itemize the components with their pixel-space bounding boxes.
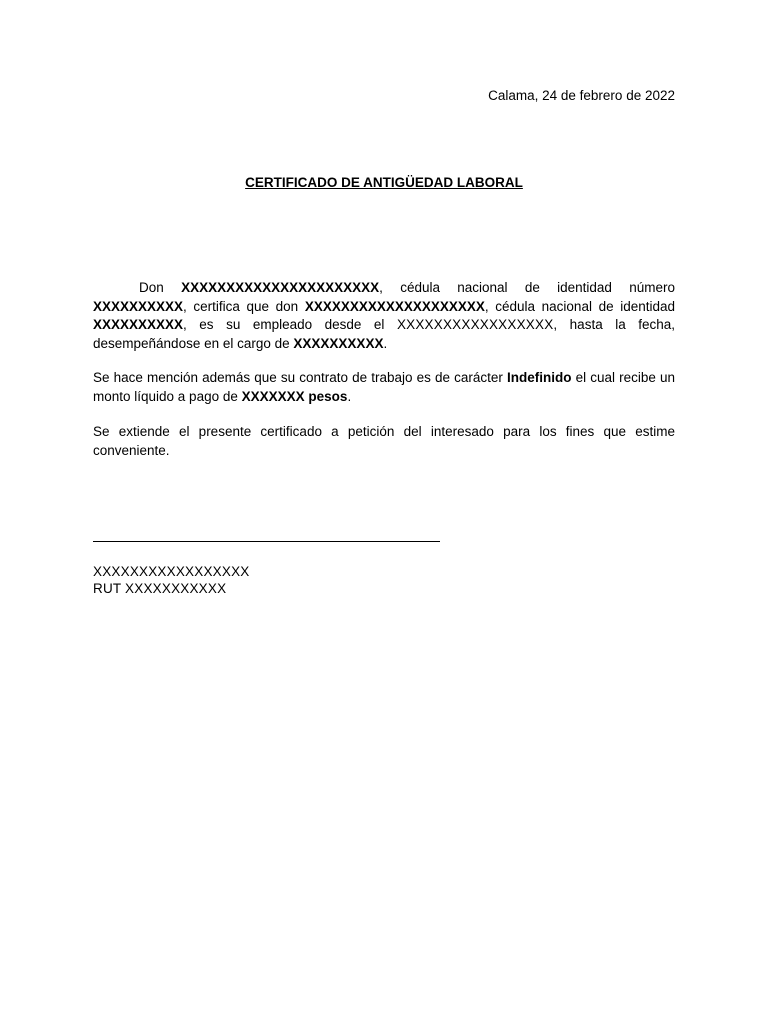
p1-text-1: Don bbox=[139, 280, 182, 295]
p1-text-2: , cédula nacional de identidad número bbox=[379, 280, 675, 295]
p2-text-2: el cual recibe un monto líquido a pago de bbox=[93, 370, 675, 404]
p2-text-1: Se hace mención además que su contrato de trabajo es de carácter bbox=[93, 370, 508, 385]
start-date: XXXXXXXXXXXXXXXXX bbox=[396, 317, 554, 332]
paragraph-employment bbox=[93, 279, 675, 353]
p1-text-5: , es su empleado desde el bbox=[183, 317, 397, 332]
p1-text-6: , hasta la fecha, desempeñándose en el cargo de bbox=[93, 317, 675, 351]
document-title: CERTIFICADO DE ANTIGÜEDAD LABORAL bbox=[245, 175, 523, 190]
signatory-rut: RUT XXXXXXXXXXX bbox=[93, 581, 227, 596]
document-date: Calama, 24 de febrero de 2022 bbox=[488, 88, 675, 103]
employee-id-number: XXXXXXXXXX bbox=[93, 317, 184, 332]
employee-name: XXXXXXXXXXXXXXXXXXXX bbox=[304, 298, 485, 314]
p1-text-7: . bbox=[383, 335, 388, 351]
signature-line bbox=[93, 541, 440, 542]
employer-name: XXXXXXXXXXXXXXXXXXXXXX bbox=[181, 280, 380, 295]
contract-type: Indefinido bbox=[507, 370, 572, 385]
job-position: XXXXXXXXXX bbox=[293, 335, 384, 351]
p1-text-4: , cédula nacional de identidad bbox=[484, 298, 675, 314]
employer-id-number: XXXXXXXXXX bbox=[93, 298, 184, 314]
salary-amount: XXXXXXX pesos bbox=[241, 388, 348, 404]
paragraph-contract bbox=[93, 369, 675, 406]
paragraph-closing: Se extiende el presente certificado a petición del interesado para los fines que estime conveniente. bbox=[93, 424, 675, 458]
p1-text-3: , certifica que don bbox=[183, 298, 305, 314]
p2-text-3: . bbox=[347, 388, 352, 404]
signatory-name: XXXXXXXXXXXXXXXXX bbox=[93, 564, 250, 579]
